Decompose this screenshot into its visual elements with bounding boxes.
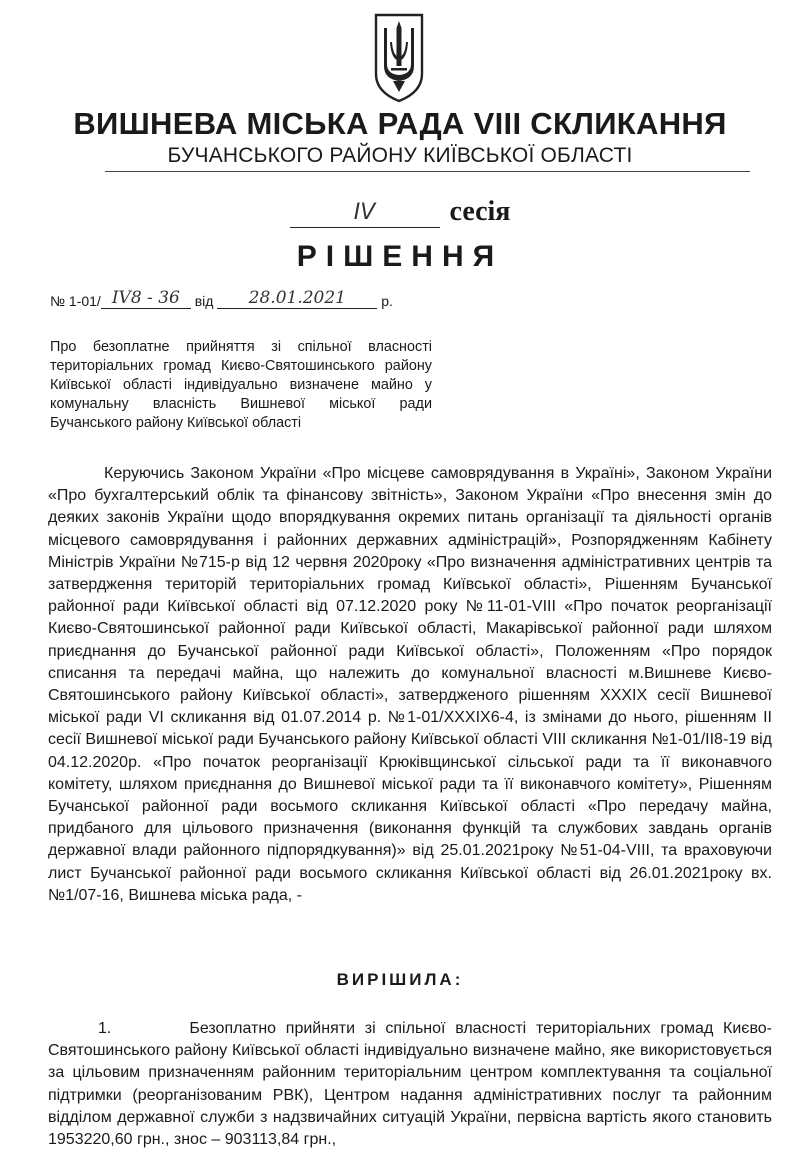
registration-date: 28.01.2021 [217, 288, 377, 309]
registration-line [50, 288, 393, 309]
item-text: Безоплатно прийняти зі спільної власності територіальних громад Києво-Святошинського району Київської області індивідуально визначене майно, яке використовується за цільовим призначенням районним територіальним центром комплектування та соціальної підтримки (реорганізованим РВК), Центром надання адміністративних послуг та районним відділом державної служби з надзвичайних ситуацій України, первісна вартість якого становить 1953220,60 грн., знос – 903113,84 грн., [48, 1020, 773, 1149]
item-number: 1. [98, 1020, 112, 1037]
header-divider [105, 171, 750, 172]
preamble-paragraph: Керуючись Законом України «Про місцеве самоврядування в Україні», Законом України «Про бухгалтерський облік та фінансову звітність», Законом України «Про внесення змін до деяких законів України щодо впорядкування окремих питань організації та діяльності органів місцевого самоврядування і районних державних адміністрацій», Розпорядженням Кабінету Міністрів України №715-р від 12 червня 2020року «Про визначення адміністративних центрів та затвердження територій територіальних громад Київської області», Рішенням Бучанської районної ради Київської області від 07.12.2020 року №11-01-VIII «Про початок реорганізації Києво-Святошинської районної ради Київської області, Макарівської районної ради шляхом приєднання до Бучанської районної ради Київської області», Положенням «Про порядок списання та передачі майна, що належить до комунальної власності м.Вишневе Києво-Святошинського району Київської області», затвердженого рішенням XXXIX сесії Вишневої міської ради VI скликання від 01.07.2014 р. №1-01/XXXIX6-4, із змінами до нього, рішенням II сесії Вишневої міської ради Бучанського району Київської області VIII скликання №1-01/II8-19 від 04.12.2020р. «Про початок реорганізації Крюківщинської сільської ради та її виконавчого комітету, шляхом приєднання до Вишневої міської ради та її виконавчого комітету», Рішенням Бучанської районної ради восьмого скликання Київської області «Про передачу майна, придбаного для цільового призначення (виконання функцій та службових завдань органів державної влади районного підпорядкування)» від 25.01.2021року №51-04-VIII, та враховуючи лист Бучанської районної ради восьмого скликання Київської області від 26.01.2021року вх. №1/07-16, Вишнева міська рада, - [48, 465, 772, 904]
resolved-heading: ВИРІШИЛА: [336, 970, 464, 989]
decision-subject: Про безоплатне прийняття зі спільної власності територіальних громад Києво-Святошинського району Київської області індивідуально визначене майно у комунальну власність Вишневої міської ради Бучанського району Київської області [50, 339, 432, 431]
registration-from-label: від [194, 293, 214, 309]
session-label: сесія [449, 196, 511, 227]
council-title: ВИШНЕВА МІСЬКА РАДА VIII СКЛИКАННЯ [73, 106, 727, 141]
coat-of-arms-icon [373, 12, 425, 104]
council-district: БУЧАНСЬКОГО РАЙОНУ КИЇВСЬКОЇ ОБЛАСТІ [167, 144, 633, 167]
registration-prefix: № 1-01/ [50, 293, 101, 309]
resolution-item [48, 1018, 772, 1151]
document-title: РІШЕННЯ [296, 240, 504, 273]
session-line [0, 196, 800, 228]
registration-number: IV8 - 36 [101, 288, 191, 309]
registration-suffix: р. [381, 293, 393, 309]
session-number: IV [290, 199, 440, 228]
